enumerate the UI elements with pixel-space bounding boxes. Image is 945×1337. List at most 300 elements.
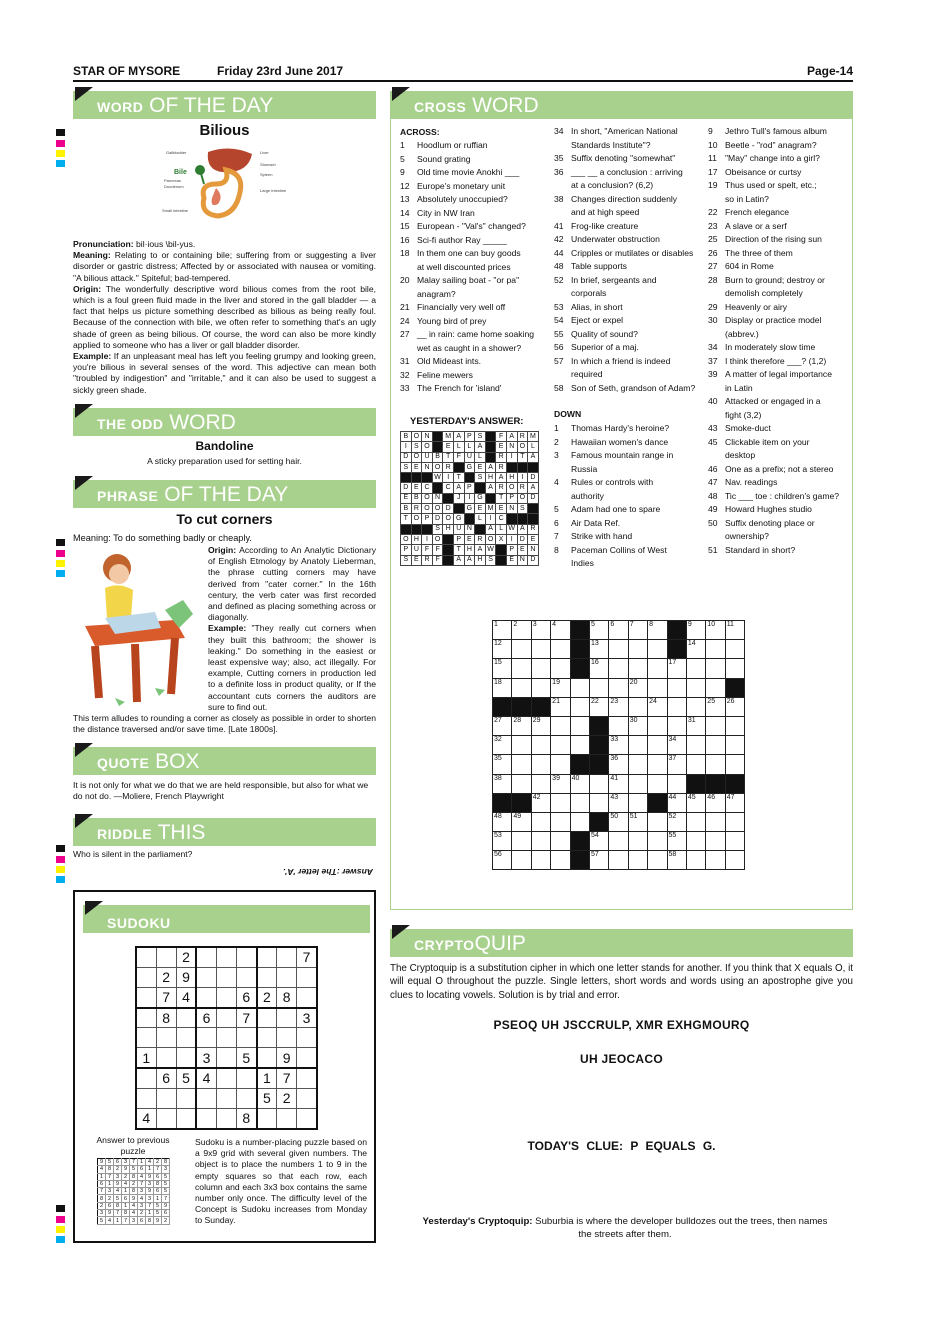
yesterday-cell: H xyxy=(506,473,517,483)
crossword-cell[interactable] xyxy=(648,832,667,851)
sudoku-cell[interactable] xyxy=(297,967,317,987)
crossword-cell[interactable] xyxy=(648,812,667,831)
sudoku-cell[interactable] xyxy=(196,947,216,967)
crossword-cell[interactable] xyxy=(628,736,647,755)
crossword-cell[interactable]: 47 xyxy=(725,793,744,812)
yesterday-cell: T xyxy=(453,545,464,555)
sudoku-cell[interactable] xyxy=(236,1088,256,1108)
clue-text: ownership? xyxy=(725,531,769,541)
diagram-label: Small intestine xyxy=(162,208,189,213)
sudoku-cell[interactable] xyxy=(277,1028,297,1048)
yesterday-cell: U xyxy=(422,452,433,462)
crossword-cell[interactable] xyxy=(725,851,744,870)
crossword-cell[interactable] xyxy=(725,640,744,659)
clue xyxy=(708,530,850,544)
clue-text: Suffix denoting place or xyxy=(725,517,815,528)
crossword-cell[interactable] xyxy=(531,755,550,774)
crossword-cell[interactable] xyxy=(628,640,647,659)
crossword-cell xyxy=(667,640,686,659)
crossword-cell[interactable] xyxy=(706,716,725,735)
crossword-cell[interactable] xyxy=(628,697,647,716)
crossword-cell[interactable]: 50 xyxy=(609,812,628,831)
crossword-cell[interactable]: 8 xyxy=(648,621,667,640)
clue-number: 54 xyxy=(554,315,564,325)
crossword-cell[interactable] xyxy=(706,678,725,697)
cryptoquip-yesterday: Yesterday's Cryptoquip: Suburbia is where the developer bulldozes out the trees, then names the streets after them. xyxy=(422,1216,828,1240)
clue xyxy=(554,530,704,544)
sudoku-answer-cell: 9 xyxy=(98,1159,106,1166)
clue-number xyxy=(554,557,571,571)
crossword-cell[interactable] xyxy=(609,716,628,735)
sudoku-cell[interactable] xyxy=(297,1048,317,1068)
sudoku-cell[interactable] xyxy=(277,1109,297,1129)
crossword-cell[interactable] xyxy=(648,755,667,774)
crossword-cell[interactable]: 52 xyxy=(667,812,686,831)
sudoku-cell[interactable] xyxy=(236,1068,256,1088)
crossword-cell[interactable]: 41 xyxy=(609,774,628,793)
clue-text: City in NW Iran xyxy=(417,207,475,218)
sudoku-cell[interactable] xyxy=(236,967,256,987)
crossword-cell[interactable]: 37 xyxy=(667,755,686,774)
sudoku-cell[interactable] xyxy=(297,1028,317,1048)
crossword-cell[interactable] xyxy=(725,755,744,774)
sudoku-answer-cell: 5 xyxy=(114,1195,122,1202)
sudoku-cell: 8 xyxy=(236,1109,256,1129)
sudoku-cell[interactable] xyxy=(136,1088,156,1108)
crossword-cell[interactable]: 55 xyxy=(667,832,686,851)
crossword-cell[interactable] xyxy=(667,716,686,735)
crossword-cell[interactable]: 16 xyxy=(589,659,608,678)
clue xyxy=(400,315,550,329)
crossword-cell[interactable]: 25 xyxy=(706,697,725,716)
sudoku-cell[interactable] xyxy=(156,1088,176,1108)
crossword-cell[interactable]: 36 xyxy=(609,755,628,774)
yesterday-cell xyxy=(422,524,433,534)
crossword-cell[interactable] xyxy=(725,832,744,851)
crossword-cell[interactable] xyxy=(531,659,550,678)
yesterday-cell: T xyxy=(517,452,528,462)
yesterday-cell xyxy=(443,555,454,565)
clue-number xyxy=(708,530,725,544)
crossword-cell[interactable] xyxy=(686,659,705,678)
crossword-cell[interactable]: 31 xyxy=(686,716,705,735)
sudoku-cell[interactable] xyxy=(216,1008,236,1028)
crossword-cell[interactable] xyxy=(725,659,744,678)
sudoku-cell[interactable] xyxy=(216,1028,236,1048)
crossword-cell[interactable]: 54 xyxy=(589,832,608,851)
crossword-cell[interactable] xyxy=(628,774,647,793)
crossword-cell[interactable] xyxy=(628,851,647,870)
crossword-cell[interactable]: 5 xyxy=(589,621,608,640)
crossword-cell[interactable] xyxy=(706,736,725,755)
crossword-cell[interactable] xyxy=(551,736,570,755)
sudoku-cell[interactable] xyxy=(156,1109,176,1129)
clue-number: 22 xyxy=(708,207,718,217)
crossword-cell[interactable]: 14 xyxy=(686,640,705,659)
crossword-cell[interactable] xyxy=(628,755,647,774)
crossword-cell[interactable]: 29 xyxy=(531,716,550,735)
sudoku-cell[interactable] xyxy=(176,1008,196,1028)
crossword-cell[interactable]: 58 xyxy=(667,851,686,870)
clue-number: 34 xyxy=(708,342,718,352)
clue-text: authority xyxy=(571,490,604,501)
clue xyxy=(400,261,550,275)
crossword-cell[interactable] xyxy=(570,736,589,755)
sudoku-cell[interactable] xyxy=(297,987,317,1007)
yesterday-cell: E xyxy=(401,493,412,503)
crossword-cell[interactable] xyxy=(706,659,725,678)
crossword-cell[interactable]: 7 xyxy=(628,621,647,640)
yesterday-cell: H xyxy=(475,555,486,565)
sudoku-cell[interactable] xyxy=(216,1109,236,1129)
sudoku-answer-cell: 5 xyxy=(162,1188,170,1195)
sudoku-answer-cell: 7 xyxy=(106,1173,114,1180)
sudoku-cell: 6 xyxy=(156,1068,176,1088)
crossword-cell[interactable] xyxy=(531,640,550,659)
sudoku-cell[interactable] xyxy=(257,947,277,967)
sudoku-cell[interactable] xyxy=(257,1048,277,1068)
sudoku-cell[interactable] xyxy=(257,967,277,987)
crossword-cell[interactable] xyxy=(648,851,667,870)
crossword-cell[interactable]: 12 xyxy=(493,640,512,659)
clue-number: 34 xyxy=(554,126,564,136)
yesterday-cell: H xyxy=(464,545,475,555)
crossword-cell[interactable]: 56 xyxy=(493,851,512,870)
clue-number xyxy=(554,179,571,193)
crossword-cell[interactable] xyxy=(551,851,570,870)
clue-text: Smoke-duct xyxy=(725,423,771,433)
crossword-cell[interactable] xyxy=(706,640,725,659)
crossword-cell[interactable] xyxy=(706,851,725,870)
clue-number: 29 xyxy=(708,301,718,312)
crossword-cell xyxy=(570,851,589,870)
yesterday-cell: N xyxy=(528,545,539,555)
yesterday-cell xyxy=(443,493,454,503)
yesterday-cell: U xyxy=(464,452,475,462)
yesterday-cell: A xyxy=(528,452,539,462)
clue-text: In moderately slow time xyxy=(725,342,816,352)
crossword-cell[interactable] xyxy=(512,832,531,851)
clue-text: at well discounted prices xyxy=(417,261,511,272)
yesterday-cell: F xyxy=(432,545,443,555)
sudoku-cell[interactable] xyxy=(176,1048,196,1068)
clue-number: 20 xyxy=(400,275,410,285)
clue-number: 26 xyxy=(708,247,718,258)
yesterday-cell: O xyxy=(401,534,412,544)
yesterday-grid xyxy=(400,431,539,566)
crossword-cell[interactable] xyxy=(628,659,647,678)
crossword-cell[interactable]: 30 xyxy=(628,716,647,735)
crossword-cell[interactable]: 21 xyxy=(551,697,570,716)
sudoku-cell[interactable] xyxy=(236,947,256,967)
crossword-cell[interactable] xyxy=(667,678,686,697)
crossword-cell[interactable]: 48 xyxy=(493,812,512,831)
crossword-cell[interactable] xyxy=(570,678,589,697)
crossword-cell[interactable]: 20 xyxy=(628,678,647,697)
clue-number: 15 xyxy=(400,221,410,231)
sudoku-cell[interactable] xyxy=(297,1109,317,1129)
clue xyxy=(708,517,850,531)
crossword-cell[interactable]: 40 xyxy=(570,774,589,793)
sudoku-cell[interactable] xyxy=(257,1109,277,1129)
clue-number: 56 xyxy=(554,342,564,352)
crossword-cell[interactable] xyxy=(686,851,705,870)
crossword-cell[interactable]: 18 xyxy=(493,678,512,697)
crossword-cell[interactable]: 51 xyxy=(628,812,647,831)
sudoku-cell[interactable] xyxy=(156,947,176,967)
yesterday-cell: T xyxy=(453,473,464,483)
crossword-cell[interactable] xyxy=(531,851,550,870)
crossword-cell[interactable] xyxy=(551,812,570,831)
crossword-cell[interactable]: 28 xyxy=(512,716,531,735)
crossword-cell[interactable] xyxy=(570,697,589,716)
sudoku-answer-cell: 2 xyxy=(162,1217,170,1224)
yesterday-cell xyxy=(453,504,464,514)
crossword-cell[interactable] xyxy=(512,774,531,793)
yesterday-cell: A xyxy=(496,473,507,483)
crossword-cell[interactable]: 33 xyxy=(609,736,628,755)
crossword-cell[interactable] xyxy=(706,755,725,774)
crossword-cell[interactable] xyxy=(648,678,667,697)
crossword-cell[interactable] xyxy=(628,793,647,812)
sudoku-cell[interactable] xyxy=(156,1028,176,1048)
odd-word-band: THE ODD WORD xyxy=(73,408,376,436)
crossword-cell[interactable] xyxy=(686,736,705,755)
sudoku-cell[interactable] xyxy=(277,947,297,967)
crossword-cell[interactable]: 32 xyxy=(493,736,512,755)
sudoku-answer-cell: 3 xyxy=(114,1173,122,1180)
crossword-cell[interactable] xyxy=(628,832,647,851)
crossword-cell[interactable]: 15 xyxy=(493,659,512,678)
crossword-cell[interactable] xyxy=(512,755,531,774)
crossword-cell[interactable] xyxy=(512,659,531,678)
crossword-cell[interactable] xyxy=(551,716,570,735)
clue-number: 2 xyxy=(554,436,559,447)
sudoku-cell[interactable] xyxy=(196,967,216,987)
sudoku-cell[interactable] xyxy=(277,1008,297,1028)
crossword-cell[interactable]: 19 xyxy=(551,678,570,697)
yesterday-cell: R xyxy=(422,555,433,565)
crossword-cell[interactable] xyxy=(725,736,744,755)
crossword-cell[interactable] xyxy=(686,812,705,831)
clue-number: 58 xyxy=(554,382,564,393)
clue-number: 24 xyxy=(400,315,410,326)
sudoku-cell[interactable] xyxy=(196,987,216,1007)
sudoku-cell[interactable] xyxy=(176,1028,196,1048)
crossword-cell[interactable] xyxy=(531,736,550,755)
sudoku-cell[interactable] xyxy=(176,1088,196,1108)
crossword-cell[interactable] xyxy=(609,832,628,851)
sudoku-cell[interactable] xyxy=(176,1109,196,1129)
crossword-cell[interactable] xyxy=(589,793,608,812)
sudoku-cell[interactable] xyxy=(136,1028,156,1048)
crossword-cell[interactable]: 13 xyxy=(589,640,608,659)
yesterday-cell: D xyxy=(401,483,412,493)
crossword-cell[interactable] xyxy=(551,832,570,851)
sudoku-cell[interactable] xyxy=(216,1088,236,1108)
sudoku-cell[interactable] xyxy=(297,1088,317,1108)
phrase-meaning: Meaning: To do something badly or cheaply. xyxy=(73,533,252,543)
sudoku-answer-cell: 4 xyxy=(122,1180,130,1187)
crossword-cell[interactable]: 44 xyxy=(667,793,686,812)
yesterday-cell: M xyxy=(443,432,454,442)
crossword-cell[interactable] xyxy=(570,793,589,812)
sudoku-answer-cell: 2 xyxy=(130,1180,138,1187)
crossword-cell[interactable]: 2 xyxy=(512,621,531,640)
crossword-cell[interactable] xyxy=(648,736,667,755)
crossword-cell[interactable]: 11 xyxy=(725,621,744,640)
sudoku-cell[interactable] xyxy=(257,1028,277,1048)
crossword-cell[interactable]: 49 xyxy=(512,812,531,831)
sudoku-cell[interactable] xyxy=(236,1028,256,1048)
clue-text: Alias, in short xyxy=(571,301,623,312)
sudoku-cell[interactable] xyxy=(216,1048,236,1068)
clue xyxy=(554,557,704,571)
yesterday-cell: O xyxy=(411,432,422,442)
crossword-cell[interactable] xyxy=(531,812,550,831)
crossword-cell[interactable]: 46 xyxy=(706,793,725,812)
sudoku-answer-cell: 4 xyxy=(146,1159,154,1166)
crossword-cell[interactable] xyxy=(512,851,531,870)
crossword-cell[interactable] xyxy=(589,774,608,793)
crossword-cell[interactable] xyxy=(686,678,705,697)
crossword-cell[interactable] xyxy=(589,678,608,697)
crossword-cell[interactable]: 53 xyxy=(493,832,512,851)
sudoku-cell[interactable] xyxy=(257,1008,277,1028)
crossword-cell[interactable] xyxy=(609,640,628,659)
sudoku-cell: 7 xyxy=(236,1008,256,1028)
clue xyxy=(554,355,704,369)
crossword-cell[interactable]: 38 xyxy=(493,774,512,793)
sudoku-cell[interactable] xyxy=(277,967,297,987)
crossword-cell[interactable] xyxy=(648,716,667,735)
sudoku-cell[interactable] xyxy=(136,947,156,967)
sudoku-cell[interactable] xyxy=(136,987,156,1007)
crossword-cell[interactable] xyxy=(609,678,628,697)
crossword-cell[interactable] xyxy=(512,736,531,755)
crossword-cell[interactable]: 22 xyxy=(589,697,608,716)
crossword-cell[interactable] xyxy=(648,659,667,678)
crossword-cell xyxy=(570,640,589,659)
crossword-cell[interactable] xyxy=(551,659,570,678)
crossword-cell[interactable] xyxy=(725,812,744,831)
crossword-cell[interactable]: 57 xyxy=(589,851,608,870)
sudoku-cell[interactable] xyxy=(216,947,236,967)
clue-number: 57 xyxy=(554,355,564,366)
crossword-cell xyxy=(686,774,705,793)
sudoku-cell[interactable] xyxy=(156,1048,176,1068)
crossword-cell[interactable] xyxy=(551,793,570,812)
crossword-cell[interactable]: 39 xyxy=(551,774,570,793)
crossword-cell[interactable] xyxy=(706,832,725,851)
crossword-cell[interactable] xyxy=(667,774,686,793)
crossword-cell[interactable]: 1 xyxy=(493,621,512,640)
clue-number: 43 xyxy=(708,423,718,433)
crossword-cell[interactable] xyxy=(725,716,744,735)
crossword-cell[interactable] xyxy=(667,697,686,716)
sudoku-answer-cell: 4 xyxy=(138,1195,146,1202)
clue-text: desktop xyxy=(725,450,756,460)
sudoku-cell[interactable] xyxy=(196,1109,216,1129)
crossword-cell[interactable] xyxy=(531,678,550,697)
clue xyxy=(400,342,550,356)
crossword-cell[interactable] xyxy=(648,640,667,659)
crossword-cell[interactable]: 45 xyxy=(686,793,705,812)
crossword-cell[interactable]: 24 xyxy=(648,697,667,716)
clue-text: (abbrev.) xyxy=(725,328,759,339)
crossword-cell[interactable] xyxy=(512,640,531,659)
clue-text: 604 in Rome xyxy=(725,261,774,271)
sudoku-answer-cell: 1 xyxy=(114,1217,122,1224)
crossword-cell[interactable]: 26 xyxy=(725,697,744,716)
yesterday-cell: A xyxy=(453,432,464,442)
sudoku-cell[interactable] xyxy=(297,1068,317,1088)
sudoku-cell[interactable] xyxy=(196,1028,216,1048)
crossword-cell[interactable] xyxy=(648,774,667,793)
clue-text: Cripples or mutilates or disables xyxy=(571,247,694,258)
sudoku-answer-cell: 3 xyxy=(98,1210,106,1217)
sudoku-cell: 2 xyxy=(176,947,196,967)
crossword-cell[interactable]: 17 xyxy=(667,659,686,678)
crossword-cell[interactable] xyxy=(686,832,705,851)
clue xyxy=(708,422,850,436)
crossword-cell[interactable] xyxy=(512,678,531,697)
yesterday-cell xyxy=(517,462,528,472)
crossword-cell[interactable]: 23 xyxy=(609,697,628,716)
crossword-cell[interactable] xyxy=(609,851,628,870)
sudoku-cell[interactable] xyxy=(136,1068,156,1088)
crossword-cell xyxy=(648,793,667,812)
crossword-cell xyxy=(512,793,531,812)
crossword-cell[interactable] xyxy=(609,659,628,678)
crossword-cell[interactable]: 3 xyxy=(531,621,550,640)
crossword-cell[interactable] xyxy=(551,755,570,774)
crossword-cell[interactable] xyxy=(686,755,705,774)
crossword-cell[interactable] xyxy=(570,716,589,735)
sudoku-answer-cell: 9 xyxy=(162,1202,170,1209)
sudoku-answer-cell: 8 xyxy=(162,1159,170,1166)
clue-text: Adam had one to spare xyxy=(571,504,661,514)
crossword-cell xyxy=(570,755,589,774)
crossword-cell[interactable] xyxy=(570,812,589,831)
crossword-cell[interactable]: 42 xyxy=(531,793,550,812)
sudoku-cell[interactable] xyxy=(216,987,236,1007)
crossword-cell[interactable]: 4 xyxy=(551,621,570,640)
sudoku-cell[interactable] xyxy=(216,967,236,987)
crossword-cell[interactable]: 35 xyxy=(493,755,512,774)
crossword-cell[interactable]: 34 xyxy=(667,736,686,755)
sudoku-cell[interactable] xyxy=(136,967,156,987)
sudoku-cell[interactable] xyxy=(216,1068,236,1088)
crossword-cell[interactable] xyxy=(531,774,550,793)
crossword-cell[interactable]: 6 xyxy=(609,621,628,640)
crossword-cell[interactable] xyxy=(551,640,570,659)
sudoku-answer-cell: 5 xyxy=(162,1180,170,1187)
yesterday-cell: M xyxy=(528,432,539,442)
crossword-cell[interactable] xyxy=(686,697,705,716)
crossword-cell[interactable]: 10 xyxy=(706,621,725,640)
crossword-cell[interactable]: 27 xyxy=(493,716,512,735)
sudoku-answer-cell: 3 xyxy=(130,1217,138,1224)
crossword-cell[interactable] xyxy=(706,812,725,831)
sudoku-answer-cell: 6 xyxy=(114,1159,122,1166)
crossword-cell[interactable] xyxy=(531,832,550,851)
crossword-cell[interactable]: 43 xyxy=(609,793,628,812)
sudoku-cell[interactable] xyxy=(136,1008,156,1028)
crossword-band: CROSS WORD xyxy=(390,91,853,119)
sudoku-cell[interactable] xyxy=(196,1088,216,1108)
crossword-cell[interactable]: 9 xyxy=(686,621,705,640)
